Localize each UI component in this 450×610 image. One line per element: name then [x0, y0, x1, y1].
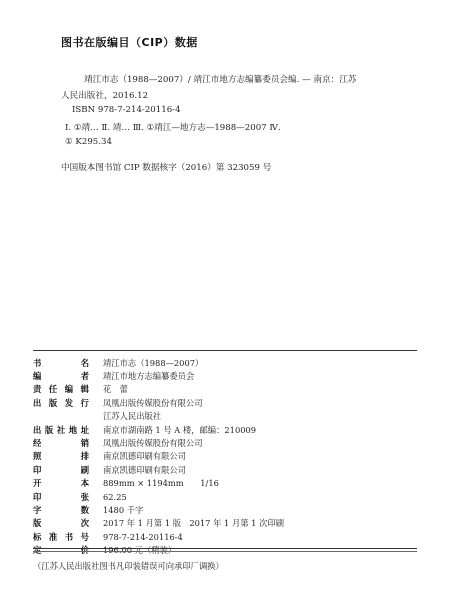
spec-label: 照 排 — [33, 451, 89, 462]
spec-bottom-rule — [33, 548, 417, 549]
spec-label: 编 者 — [33, 370, 89, 381]
spec-label: 开 本 — [33, 478, 89, 489]
spec-value: 靖江市地方志编纂委员会 — [103, 370, 195, 381]
cip-title: 图书在版编目（CIP）数据 — [61, 36, 198, 49]
spec-row — [33, 503, 143, 516]
spec-value: 196.00 元（精装） — [103, 545, 177, 556]
spec-row — [33, 530, 183, 543]
spec-value: 978-7-214-20116-4 — [103, 531, 183, 542]
spec-label: 标 准 书 号 — [33, 531, 89, 542]
spec-label: 印 刷 — [33, 464, 89, 475]
spec-value: 花 蕾 — [103, 384, 128, 395]
spec-label: 出 版 发 行 — [33, 397, 89, 408]
cip-line-title-author: 靖江市志（1988—2007）/ 靖江市地方志编纂委员会编. — 南京：江苏 — [84, 75, 357, 85]
spec-row — [33, 410, 161, 423]
spec-value: 南京凯德印刷有限公司 — [103, 464, 186, 475]
spec-value: 凤凰出版传媒股份有限公司 — [103, 437, 203, 448]
spec-label: 定 价 — [33, 545, 89, 556]
spec-row — [33, 356, 203, 369]
spec-value: 靖江市志（1988—2007） — [103, 357, 204, 368]
spec-label: 出 版 社 地 址 — [33, 424, 89, 435]
cip-line-isbn: ISBN 978-7-214-20116-4 — [72, 105, 181, 115]
spec-label: 印 张 — [33, 491, 89, 502]
spec-value: 南京市湖南路 1 号 A 楼，邮编：210009 — [103, 424, 257, 435]
spec-row — [33, 383, 128, 396]
spec-value: 1480 千字 — [103, 504, 144, 515]
spec-row — [33, 477, 219, 490]
cip-line-publisher: 人民出版社，2016.12 — [61, 91, 149, 101]
footer-note: （江苏人民出版社图书凡印装错误可向承印厂调换） — [33, 561, 224, 571]
spec-label: 字 数 — [33, 504, 89, 515]
spec-label: 责 任 编 辑 — [33, 384, 89, 395]
spec-label: 版 次 — [33, 518, 89, 529]
spec-row — [33, 463, 186, 476]
spec-row — [33, 396, 203, 409]
spec-row — [33, 490, 127, 503]
spec-top-rule — [33, 350, 417, 351]
spec-label: 书 名 — [33, 357, 89, 368]
cip-line-subjects: Ⅰ. ①靖… Ⅱ. 靖… Ⅲ. ①靖江—地方志—1988—2007 Ⅳ. — [65, 123, 281, 133]
spec-row — [33, 450, 186, 463]
spec-value: 2017 年 1 月第 1 版 2017 年 1 月第 1 次印刷 — [103, 518, 284, 529]
spec-row — [33, 517, 284, 530]
cip-line-data-number: 中国版本图书馆 CIP 数据核字（2016）第 323059 号 — [61, 163, 272, 173]
spec-value: 江苏人民出版社 — [103, 411, 162, 422]
spec-value: 南京凯德印刷有限公司 — [103, 451, 186, 462]
cip-line-classification: ① K295.34 — [65, 137, 112, 147]
spec-value: 889mm × 1194mm 1/16 — [103, 478, 219, 489]
spec-row — [33, 423, 256, 436]
spec-bottom-thin-rule — [33, 551, 417, 552]
spec-label: 经 销 — [33, 437, 89, 448]
spec-value: 62.25 — [103, 491, 127, 502]
spec-value: 凤凰出版传媒股份有限公司 — [103, 397, 203, 408]
spec-row — [33, 369, 194, 382]
spec-row — [33, 436, 203, 449]
